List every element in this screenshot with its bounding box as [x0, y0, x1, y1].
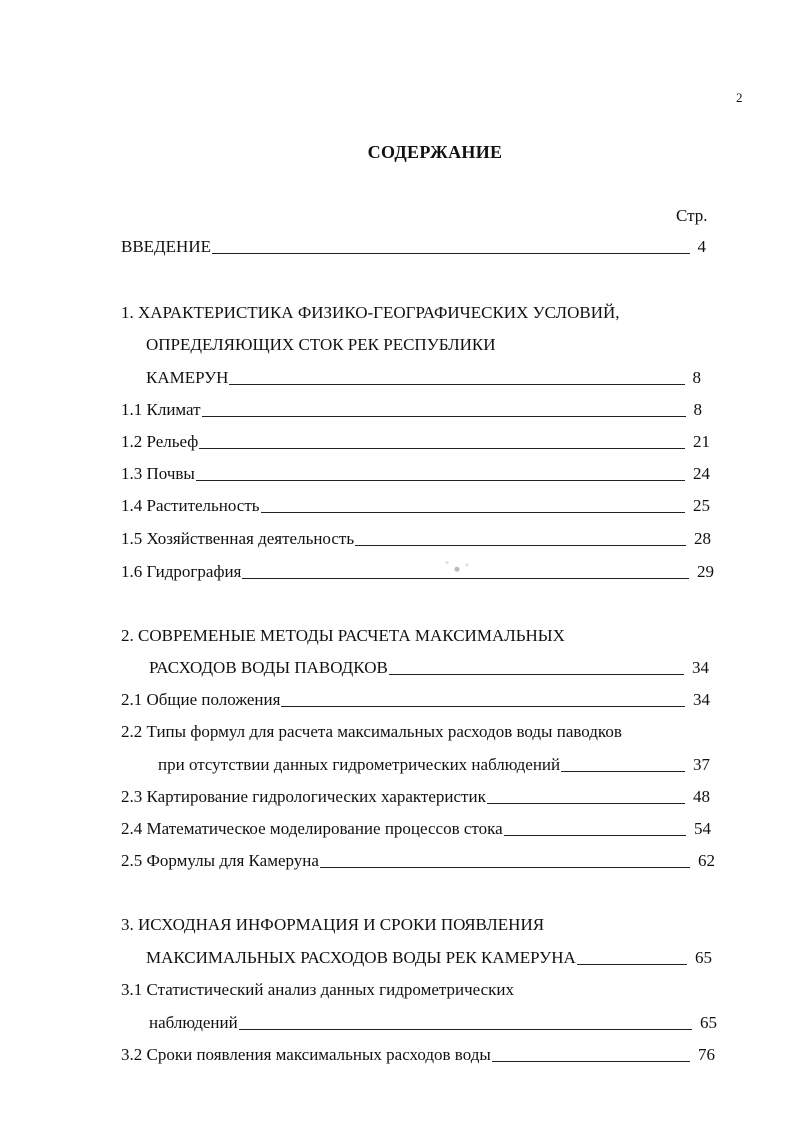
- page-column-header: Стр.: [676, 206, 708, 225]
- leader-line: [320, 867, 690, 868]
- leader-line: [561, 771, 685, 772]
- toc-section-3-heading-end: [146, 947, 712, 969]
- toc-entry-page: 28: [694, 529, 711, 548]
- leader-line: [487, 803, 685, 804]
- toc-entry-text: 1.3 Почвы: [121, 464, 195, 483]
- toc-entry: [158, 754, 710, 776]
- toc-entry-text: 2.2 Типы формул для расчета максимальных расходов воды паводков: [121, 722, 622, 741]
- toc-entry-text: 1.1 Климат: [121, 400, 201, 419]
- toc-entry-page: 8: [693, 400, 702, 419]
- scan-smudge: [432, 556, 482, 578]
- toc-entry: [121, 850, 715, 872]
- leader-line: [196, 480, 685, 481]
- toc-entry-page: 54: [694, 819, 711, 838]
- toc-entry-page: 65: [700, 1013, 717, 1032]
- toc-entry: [121, 786, 710, 808]
- leader-line: [239, 1029, 692, 1030]
- toc-entry: [121, 528, 711, 550]
- toc-section-1-line1: 1. ХАРАКТЕРИСТИКА ФИЗИКО-ГЕОГРАФИЧЕСКИХ УСЛОВИЙ,: [121, 303, 620, 322]
- toc-entry-text: 1.2 Рельеф: [121, 432, 199, 451]
- toc-entry-text: наблюдений: [149, 1013, 238, 1032]
- toc-entry: [121, 495, 710, 517]
- toc-entry-text: ВВЕДЕНИЕ: [121, 237, 211, 256]
- leader-line: [355, 545, 686, 546]
- toc-entry-page: 8: [692, 368, 701, 387]
- toc-entry-page: 62: [698, 851, 715, 870]
- toc-entry-text: КАМЕРУН: [146, 368, 229, 387]
- toc-entry-text: 3.2 Сроки появления максимальных расходов воды: [121, 1045, 491, 1064]
- toc-entry-page: 4: [697, 237, 706, 256]
- toc-entry-page: 24: [693, 464, 710, 483]
- leader-line: [492, 1061, 690, 1062]
- toc-section-1-line2: ОПРЕДЕЛЯЮЩИХ СТОК РЕК РЕСПУБЛИКИ: [146, 335, 496, 354]
- toc-entry-page: 37: [693, 755, 710, 774]
- toc-entry-text: 2.5 Формулы для Камеруна: [121, 851, 319, 870]
- toc-entry-intro: [121, 236, 706, 258]
- toc-entry-text: при отсутствии данных гидрометрических наблюдений: [158, 755, 561, 774]
- toc-entry: [121, 463, 710, 485]
- leader-line: [261, 512, 685, 513]
- toc-section-1-heading-end: [146, 367, 701, 389]
- toc-entry-text: 2.3 Картирование гидрологических характеристик: [121, 787, 486, 806]
- toc-entry-page: 21: [693, 432, 710, 451]
- toc-entry: [121, 431, 710, 453]
- toc-entry: [121, 399, 702, 421]
- leader-line: [212, 253, 690, 254]
- leader-line: [229, 384, 684, 385]
- toc-section-3-line1: 3. ИСХОДНАЯ ИНФОРМАЦИЯ И СРОКИ ПОЯВЛЕНИЯ: [121, 915, 545, 934]
- toc-entry-page: 25: [693, 496, 710, 515]
- leader-line: [504, 835, 686, 836]
- toc-entry-page: 76: [698, 1045, 715, 1064]
- page-number: 2: [736, 90, 743, 105]
- leader-line: [242, 578, 689, 579]
- leader-line: [389, 674, 684, 675]
- toc-section-2-line1: 2. СОВРЕМЕНЫЕ МЕТОДЫ РАСЧЕТА МАКСИМАЛЬНЫХ: [121, 626, 565, 645]
- toc-entry-text: 3.1 Статистический анализ данных гидрометрических: [121, 980, 515, 999]
- toc-entry-text: 1.5 Хозяйственная деятельность: [121, 529, 355, 548]
- toc-entry-page: 29: [697, 562, 714, 581]
- toc-entry-page: 34: [692, 658, 709, 677]
- toc-entry: [149, 1012, 717, 1034]
- toc-entry-text: 2.4 Математическое моделирование процессов стока: [121, 819, 503, 838]
- page-title: СОДЕРЖАНИЕ: [367, 142, 503, 162]
- toc-entry: [121, 561, 714, 583]
- leader-line: [202, 416, 686, 417]
- toc-entry: [121, 1044, 715, 1066]
- toc-entry-text: 1.4 Растительность: [121, 496, 260, 515]
- leader-line: [199, 448, 685, 449]
- toc-entry: [121, 818, 711, 840]
- toc-entry-page: 65: [695, 948, 712, 967]
- toc-entry-text: 1.6 Гидрография: [121, 562, 242, 581]
- toc-entry-page: 34: [693, 690, 710, 709]
- leader-line: [281, 706, 685, 707]
- toc-entry-text: РАСХОДОВ ВОДЫ ПАВОДКОВ: [149, 658, 388, 677]
- toc-entry-page: 48: [693, 787, 710, 806]
- toc-entry: [121, 689, 710, 711]
- toc-entry-text: МАКСИМАЛЬНЫХ РАСХОДОВ ВОДЫ РЕК КАМЕРУНА: [146, 948, 576, 967]
- leader-line: [577, 964, 687, 965]
- toc-section-2-heading-end: [149, 657, 709, 679]
- toc-entry-text: 2.1 Общие положения: [121, 690, 281, 709]
